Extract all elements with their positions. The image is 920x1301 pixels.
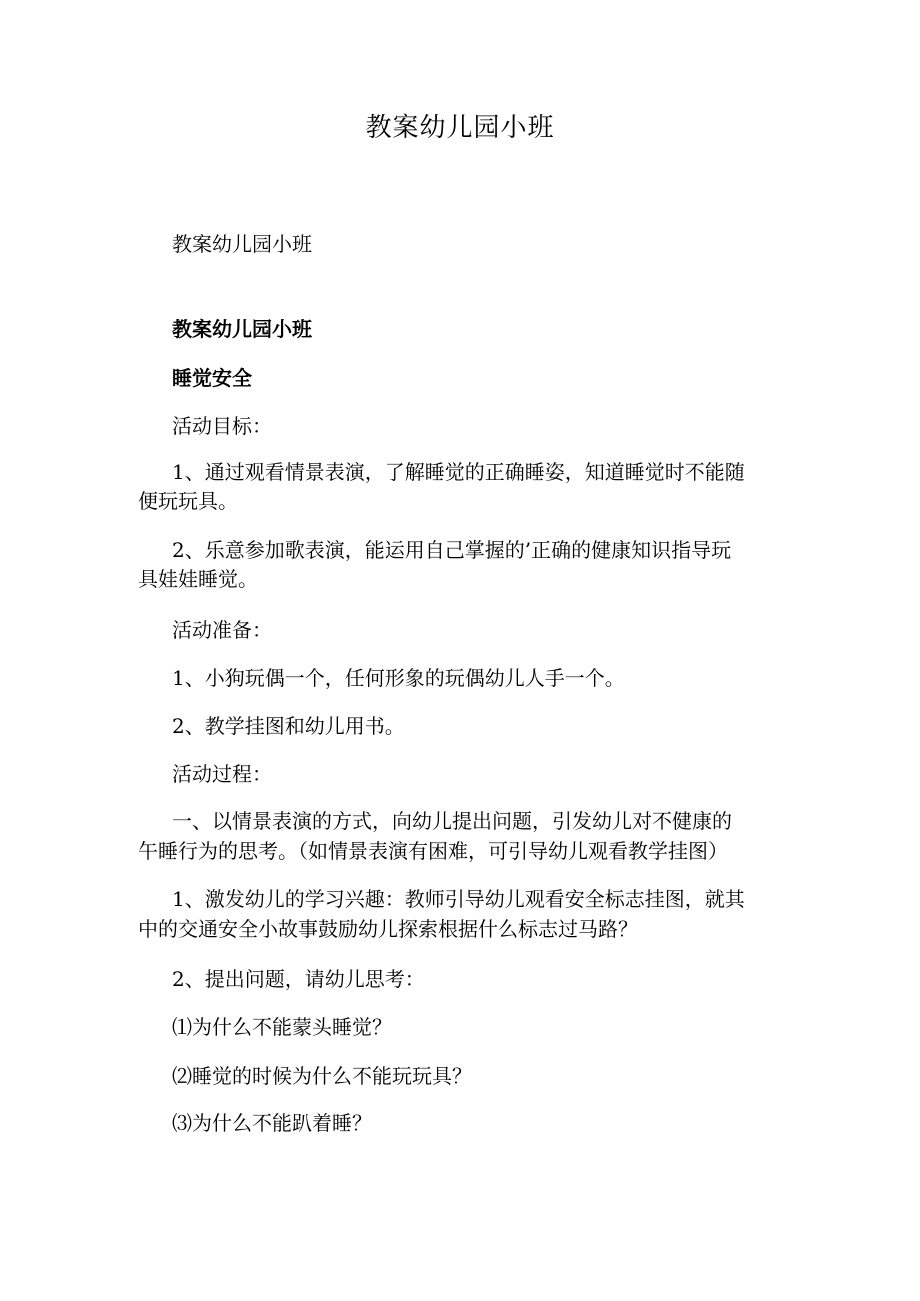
question-3: ⑶为什么不能趴着睡？ [172,1111,372,1135]
goal-2-line-1: 2、乐意参加歌表演，能运用自己掌握的’正确的健康知识指导玩 [172,538,732,562]
step-1-line-1: 一、以情景表演的方式，向幼儿提出问题，引发幼儿对不健康的 [172,809,732,833]
prep-item-2: 2、教学挂图和幼儿用书。 [172,714,405,738]
topic-heading: 睡觉安全 [172,366,252,390]
subtitle: 教案幼儿园小班 [172,232,312,256]
prep-item-1: 1、小狗玩偶一个，任何形象的玩偶幼儿人手一个。 [172,666,625,690]
question-1: ⑴为什么不能蒙头睡觉？ [172,1015,392,1039]
process-label: 活动过程： [172,762,272,786]
section-heading: 教案幼儿园小班 [172,317,312,341]
step-1-line-2: 午睡行为的思考。（如情景表演有困难，可引导幼儿观看教学挂图） [138,839,728,863]
goal-1-line-2: 便玩玩具。 [138,489,238,513]
sub-step-2: 2、提出问题，请幼儿思考： [172,967,425,991]
sub-step-1-line-2: 中的交通安全小故事鼓励幼儿探索根据什么标志过马路？ [138,917,638,941]
goal-1-line-1: 1、通过观看情景表演，了解睡觉的正确睡姿，知道睡觉时不能随 [172,460,745,484]
question-2: ⑵睡觉的时候为什么不能玩玩具？ [172,1064,472,1088]
document-title: 教案幼儿园小班 [365,113,555,143]
prep-label: 活动准备： [172,618,272,642]
sub-step-1-line-1: 1、激发幼儿的学习兴趣：教师引导幼儿观看安全标志挂图，就其 [172,887,745,911]
goals-label: 活动目标： [172,414,272,438]
goal-2-line-2: 具娃娃睡觉。 [138,567,258,591]
